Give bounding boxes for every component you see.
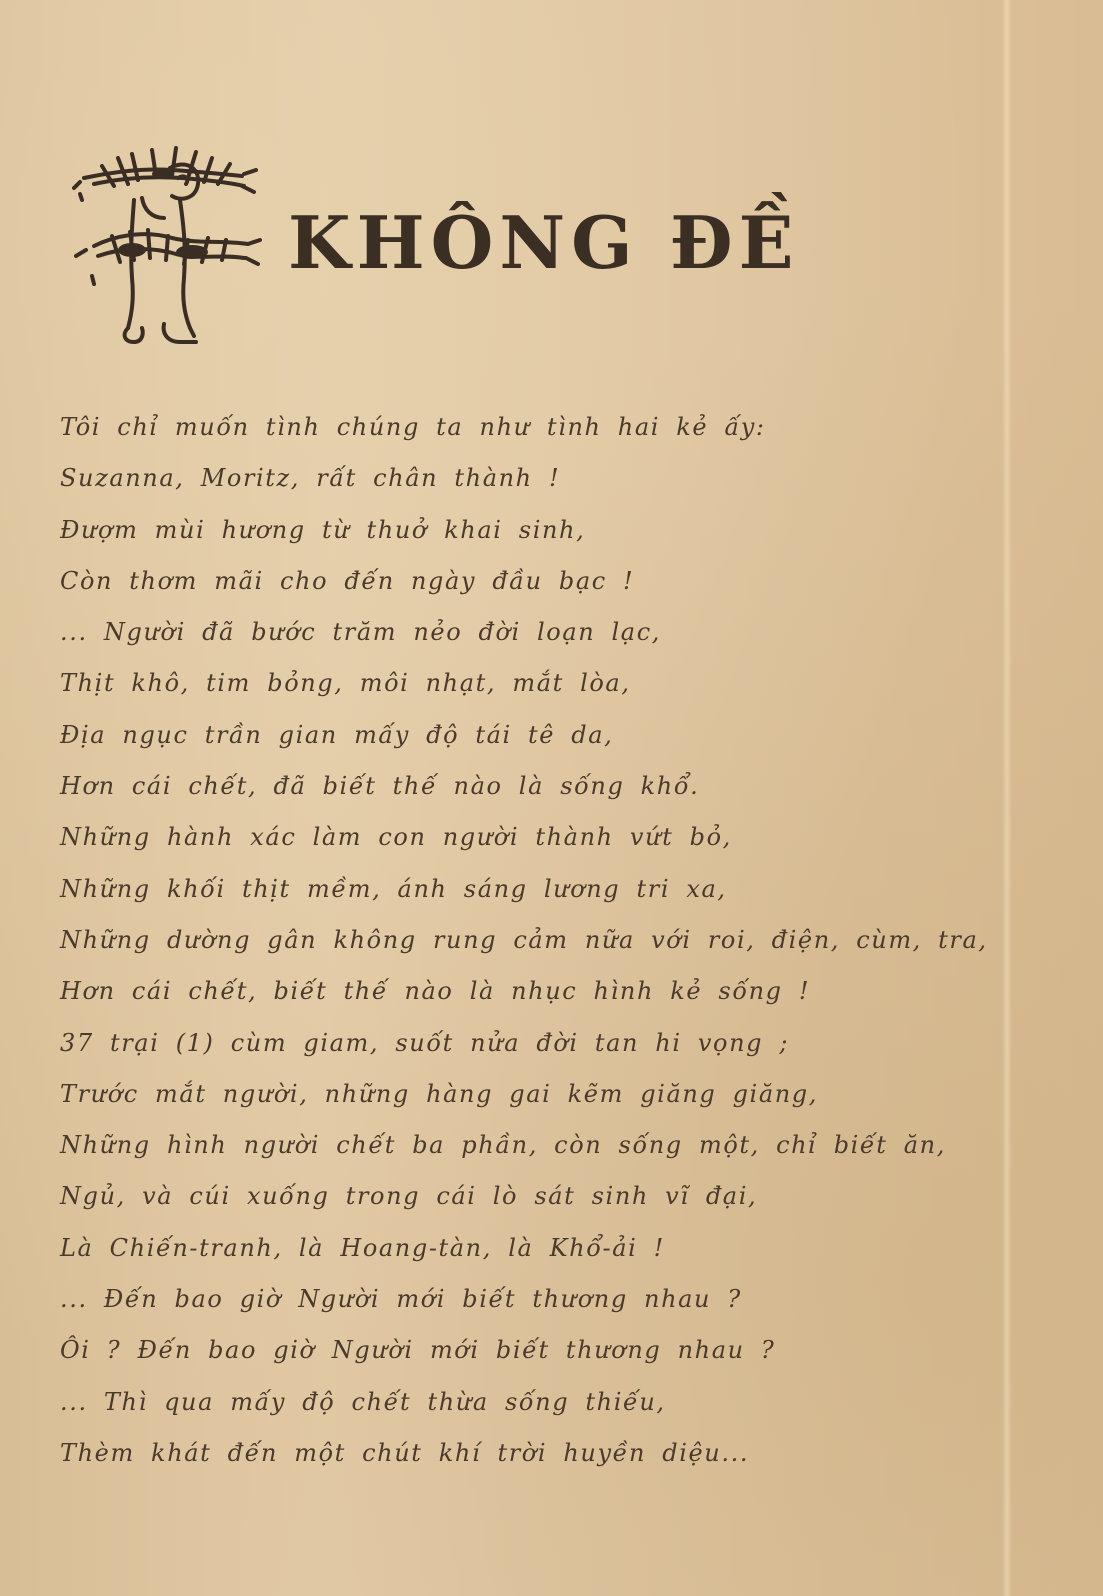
poem-line: Hơn cái chết, đã biết thế nào là sống khổ. bbox=[60, 772, 700, 801]
poem-line: Địa ngục trần gian mấy độ tái tê da, bbox=[60, 720, 614, 749]
poem-line: Những khối thịt mềm, ánh sáng lương tri xa, bbox=[60, 874, 727, 903]
poem-title: KHÔNG ĐỀ bbox=[288, 200, 800, 285]
poem-line: Tôi chỉ muốn tình chúng ta như tình hai kẻ ấy: bbox=[60, 413, 766, 441]
crowned-figure-with-thorns-drawing-icon bbox=[72, 128, 262, 353]
poem-line: ... Người đã bước trăm nẻo đời loạn lạc, bbox=[60, 618, 661, 647]
poem-line: Trước mắt người, những hàng gai kẽm giăng giăng, bbox=[60, 1079, 818, 1108]
poem-line: Những hành xác làm con người thành vứt bỏ, bbox=[60, 823, 732, 852]
poem-line: Thèm khát đến một chút khí trời huyền diệu... bbox=[60, 1438, 750, 1467]
poem-line: Những hình người chết ba phần, còn sống một, chỉ biết ăn, bbox=[60, 1131, 946, 1160]
poem-line: Hơn cái chết, biết thế nào là nhục hình kẻ sống ! bbox=[60, 977, 811, 1006]
poem-line: Là Chiến-tranh, là Hoang-tàn, là Khổ-ải ! bbox=[60, 1233, 665, 1262]
poem-line: Còn thơm mãi cho đến ngày đầu bạc ! bbox=[60, 566, 635, 595]
poem-line: Ôi ? Đến bao giờ Người mới biết thương nhau ? bbox=[60, 1336, 776, 1365]
poem-line: ... Thì qua mấy độ chết thừa sống thiếu, bbox=[60, 1387, 666, 1416]
poem-line: 37 trại (1) cùm giam, suốt nửa đời tan hi vọng ; bbox=[60, 1028, 790, 1057]
poem-line: Ngủ, và cúi xuống trong cái lò sát sinh vĩ đại, bbox=[60, 1182, 758, 1211]
poem-line: Thịt khô, tim bỏng, môi nhạt, mắt lòa, bbox=[60, 669, 631, 698]
poem-body bbox=[60, 402, 1020, 1479]
poem-line: Đượm mùi hương từ thuở khai sinh, bbox=[60, 515, 586, 544]
poem-line: Suzanna, Moritz, rất chân thành ! bbox=[60, 464, 561, 493]
poem-line: Những dường gân không rung cảm nữa với roi, điện, cùm, tra, bbox=[60, 925, 988, 954]
poem-line: ... Đến bao giờ Người mới biết thương nhau ? bbox=[60, 1285, 742, 1314]
